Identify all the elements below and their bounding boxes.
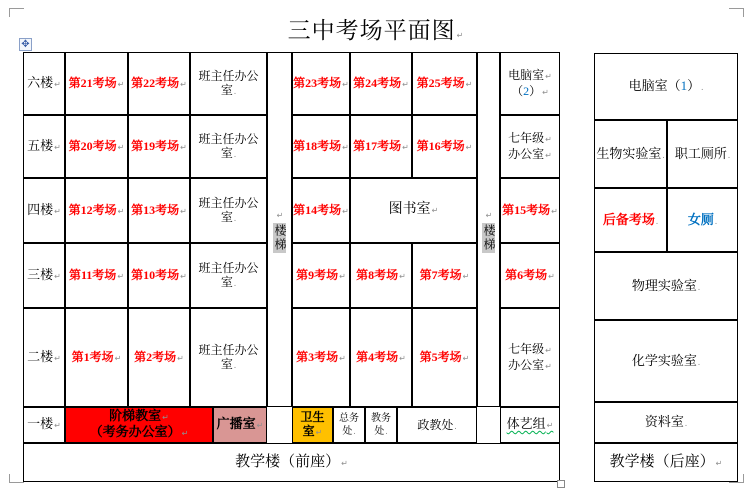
exam-room-label: 第25考场 ↵: [417, 76, 473, 92]
cell-exam-room-15[interactable]: [500, 178, 560, 243]
exam-room-label: 第14考场 ↵: [293, 203, 349, 219]
floor-label: 一楼 ↵: [27, 417, 61, 433]
room-label: 女厕 .: [688, 213, 717, 228]
exam-room-label: 第9考场 ↵: [296, 268, 346, 284]
office-label: 办公室 ↵: [508, 358, 552, 374]
cell-stairs-left[interactable]: [267, 52, 292, 407]
office-label: 教务: [371, 412, 391, 424]
cell-exam-room-9[interactable]: [292, 243, 350, 308]
cell-exam-room-20[interactable]: [65, 115, 128, 178]
cell-head-teacher-office-4[interactable]: [190, 178, 267, 243]
exam-room-label: 第12考场 ↵: [69, 203, 125, 219]
cell-floor-label-1[interactable]: [23, 407, 65, 443]
office-label: 班主任办公室 .: [191, 132, 266, 161]
exam-room-label: 第19考场 ↵: [131, 139, 187, 155]
exam-room-label: 第15考场 ↵: [502, 203, 558, 219]
room-label: 体艺组 ↵: [507, 417, 554, 433]
cell-exam-room-11[interactable]: [65, 243, 128, 308]
cell-biology-lab[interactable]: [594, 120, 667, 188]
floor-label: 六楼 ↵: [27, 76, 61, 92]
cell-exam-room-8[interactable]: [350, 243, 412, 308]
cell-floor-label-3[interactable]: [23, 243, 65, 308]
cell-head-teacher-office-6[interactable]: [190, 52, 267, 115]
office-label: 班主任办公室 .: [191, 343, 266, 372]
room-label: 卫生: [300, 410, 325, 424]
cell-stage-classroom[interactable]: [65, 407, 213, 443]
cell-head-teacher-office-5[interactable]: [190, 115, 267, 178]
exam-room-label: 第20考场 ↵: [69, 139, 125, 155]
cell-exam-room-21[interactable]: [65, 52, 128, 115]
rear-building-table: [594, 53, 738, 482]
room-name: 电脑室: [628, 78, 668, 93]
exam-room-label: 第22考场 ↵: [131, 76, 187, 92]
cell-chemistry-lab[interactable]: [594, 320, 738, 402]
cell-backup-exam-room[interactable]: [594, 188, 667, 252]
cell-exam-room-10[interactable]: [128, 243, 190, 308]
cell-archive-room[interactable]: [594, 402, 738, 443]
room-label: 资料室 .: [645, 415, 687, 430]
cell-computer-room-2[interactable]: [500, 52, 560, 115]
cell-head-teacher-office-3[interactable]: [190, 243, 267, 308]
room-label: 图书室 ↵: [389, 203, 439, 218]
cell-floor-label-2[interactable]: [23, 308, 65, 407]
office-label: 班主任办公室 .: [191, 196, 266, 225]
table-move-handle[interactable]: [19, 38, 32, 51]
cell-library[interactable]: [350, 178, 477, 243]
building-label: 教学楼（后座） ↵: [610, 455, 723, 471]
office-label: 总务: [339, 412, 359, 424]
room-label: 电脑室 ↵: [508, 68, 552, 84]
floor-label: 四楼 ↵: [27, 203, 61, 219]
cell-front-building-base[interactable]: [23, 443, 560, 482]
office-label: 处 .: [342, 425, 355, 438]
room-label: 生物实验室 .: [596, 147, 664, 162]
room-label: 后备考场 .: [603, 213, 658, 228]
exam-room-label: 第16考场 ↵: [417, 139, 473, 155]
cell-exam-room-16[interactable]: [412, 115, 477, 178]
cell-exam-room-7[interactable]: [412, 243, 477, 308]
table-resize-handle[interactable]: [557, 480, 565, 488]
paren: ）: [529, 83, 542, 98]
page-margin-mark: [9, 474, 24, 483]
exam-room-label: 第11考场 ↵: [69, 268, 124, 284]
room-label: 职工厕所 .: [675, 147, 730, 162]
exam-room-label: 第10考场 ↵: [131, 268, 187, 284]
room-label: （考务办公室） ↵: [90, 425, 189, 441]
room-number: 2: [523, 83, 530, 98]
cell-exam-room-12[interactable]: [65, 178, 128, 243]
room-label: 化学实验室 .: [632, 354, 700, 369]
room-number: 1: [680, 78, 688, 93]
office-label: 班主任办公室 .: [191, 69, 266, 98]
cell-stairs-right[interactable]: [477, 52, 500, 407]
office-label: 处 .: [374, 425, 387, 438]
cell-head-teacher-office-2[interactable]: [190, 308, 267, 407]
cell-exam-room-19[interactable]: [128, 115, 190, 178]
cell-exam-room-6[interactable]: [500, 243, 560, 308]
room-label-number: [511, 84, 549, 100]
cell-exam-room-1[interactable]: [65, 308, 128, 407]
room-label: 物理实验室 .: [632, 279, 700, 294]
paragraph-mark: [485, 207, 493, 223]
exam-room-label: 第3考场 ↵: [296, 350, 346, 366]
exam-room-label: 第2考场 ↵: [134, 350, 184, 366]
cell-exam-room-18[interactable]: [292, 115, 350, 178]
office-label: 七年级 ↵: [508, 342, 552, 358]
floor-label: 三楼 ↵: [27, 268, 61, 284]
exam-room-label: 第17考场 ↵: [353, 139, 409, 155]
paren: ）: [687, 78, 701, 93]
exam-room-label: 第7考场 ↵: [420, 268, 470, 284]
stairs-label: 楼梯: [482, 223, 496, 252]
paren: （: [667, 78, 681, 93]
cell-exam-room-5[interactable]: [412, 308, 477, 407]
move-arrows-icon: ✥: [21, 38, 30, 50]
exam-room-label: 第24考场 ↵: [353, 76, 409, 92]
cell-female-toilet[interactable]: [667, 188, 738, 252]
cell-staff-toilet[interactable]: [667, 120, 738, 188]
building-label: 教学楼（前座） ↵: [235, 455, 348, 471]
cell-clinic[interactable]: [292, 407, 333, 443]
cell-exam-room-14[interactable]: [292, 178, 350, 243]
office-label: 七年级 ↵: [508, 131, 552, 147]
paren: （: [511, 83, 524, 98]
cell-exam-room-3[interactable]: [292, 308, 350, 407]
cell-rear-building-base[interactable]: [594, 443, 738, 482]
cell-grade7-office-2f[interactable]: [500, 308, 560, 407]
office-label: 班主任办公室 .: [191, 261, 266, 290]
cell-exam-room-4[interactable]: [350, 308, 412, 407]
front-building-table: [23, 52, 560, 482]
cell-computer-room-1[interactable]: [594, 53, 738, 120]
stairs-label: 楼梯: [273, 223, 287, 252]
cell-sports-art-group[interactable]: [500, 407, 560, 443]
cell-physics-lab[interactable]: [594, 252, 738, 320]
exam-room-label: 第21考场 ↵: [69, 76, 125, 92]
room-label: [629, 79, 704, 94]
cell-academic-affairs-office[interactable]: [365, 407, 397, 443]
cell-moral-education-office[interactable]: [397, 407, 477, 443]
room-label: 室 ↵: [303, 424, 323, 440]
cell-exam-room-2[interactable]: [128, 308, 190, 407]
exam-room-label: 第18考场 ↵: [293, 139, 349, 155]
page-title-text: 三中考场平面图 ↵: [288, 18, 465, 43]
page-title: [0, 12, 752, 45]
floor-label: 五楼 ↵: [27, 139, 61, 155]
cell-general-affairs-office[interactable]: [333, 407, 365, 443]
exam-room-label: 第1考场 ↵: [72, 350, 122, 366]
cell-exam-room-23[interactable]: [292, 52, 350, 115]
exam-room-label: 第23考场 ↵: [293, 76, 349, 92]
office-label: 政教处 .: [417, 418, 456, 433]
exam-room-label: 第4考场 ↵: [356, 350, 406, 366]
floor-label: 二楼 ↵: [27, 350, 61, 366]
cell-exam-room-25[interactable]: [412, 52, 477, 115]
cell-exam-room-22[interactable]: [128, 52, 190, 115]
exam-room-label: 第6考场 ↵: [505, 268, 555, 284]
exam-room-label: 第8考场 ↵: [356, 268, 406, 284]
exam-room-label: 第5考场 ↵: [420, 350, 470, 366]
office-label: 办公室 ↵: [508, 147, 552, 163]
cell-floor-label-5[interactable]: [23, 115, 65, 178]
cell-exam-room-13[interactable]: [128, 178, 190, 243]
exam-room-label: 第13考场 ↵: [131, 203, 187, 219]
cell-floor-label-4[interactable]: [23, 178, 65, 243]
cell-broadcast-room[interactable]: [213, 407, 267, 443]
paragraph-mark: [276, 207, 284, 223]
room-label: 广播室 ↵: [217, 417, 264, 433]
cell-exam-room-24[interactable]: [350, 52, 412, 115]
cell-grade7-office-5f[interactable]: [500, 115, 560, 178]
cell-exam-room-17[interactable]: [350, 115, 412, 178]
room-label: 阶梯教室 ↵: [109, 409, 169, 425]
cell-floor-label-6[interactable]: [23, 52, 65, 115]
